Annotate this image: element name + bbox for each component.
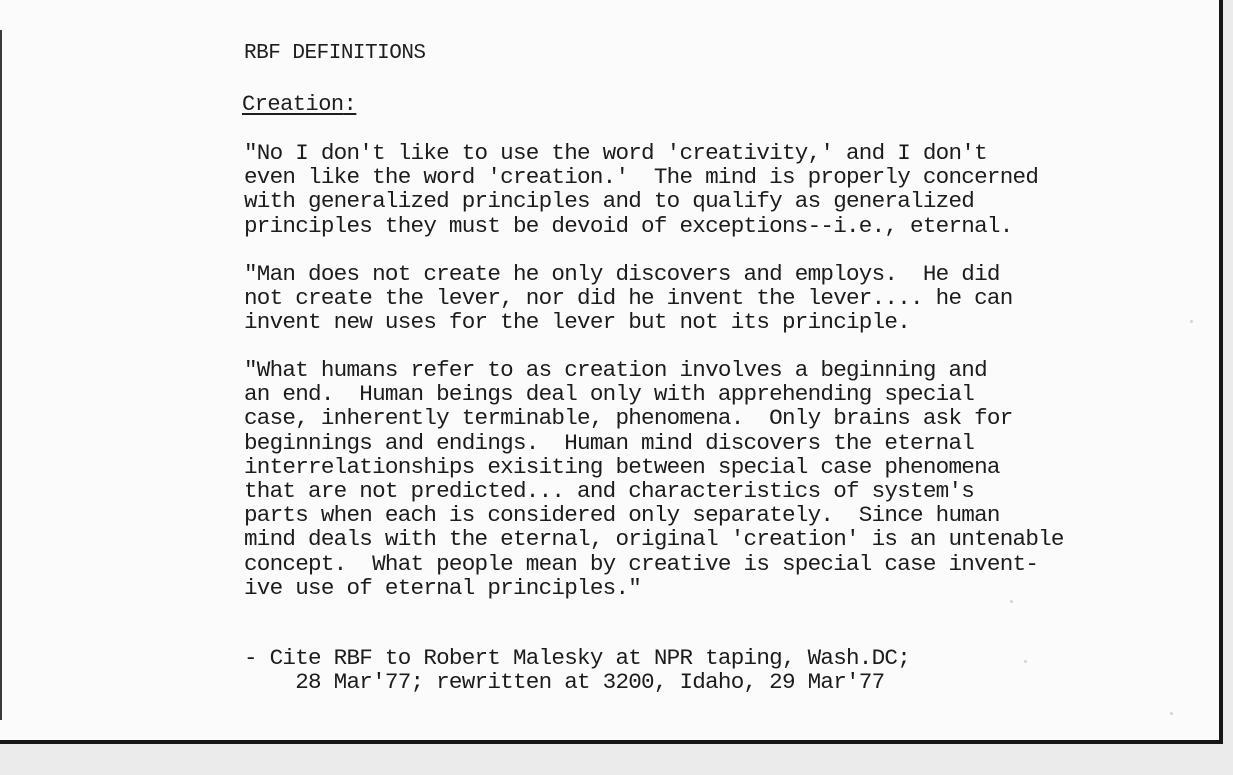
quote-paragraph-2 [244, 262, 1013, 335]
paragraph-line: that are not predicted... and characteristics of system's [244, 478, 975, 505]
paragraph-line: principles they must be devoid of exceptions--i.e., eternal. [244, 212, 1013, 239]
paragraph-line: ive use of eternal principles." [244, 574, 642, 601]
paper-speck [1170, 712, 1173, 715]
paragraph-line: parts when each is considered only separately. Since human [244, 502, 1000, 529]
paragraph-line: "No I don't like to use the word 'creativity,' and I don't [244, 140, 987, 166]
paragraph-line: beginnings and endings. Human mind discovers the eternal [244, 429, 975, 456]
paragraph-line: interrelationships exisiting between special case phenomena [244, 453, 1000, 480]
section-heading-text: Creation [242, 92, 344, 117]
page-edge-mark [0, 30, 2, 720]
paper-speck [1010, 600, 1013, 603]
citation-line: 28 Mar'77; rewritten at 3200, Idaho, 29 Mar'77 [244, 669, 885, 696]
document-title: RBF DEFINITIONS [244, 42, 426, 65]
quote-paragraph-1 [244, 141, 1038, 238]
section-heading-colon: : [343, 92, 357, 117]
paragraph-line: invent new uses for the lever but not its principle. [244, 309, 911, 336]
paragraph-line: mind deals with the eternal, original 'creation' is an untenable [244, 526, 1064, 553]
citation-line: - Cite RBF to Robert Malesky at NPR taping, Wash.DC; [244, 645, 911, 671]
paragraph-line: even like the word 'creation.' The mind is properly concerned [244, 164, 1039, 191]
paragraph-line: "What humans refer to as creation involves a beginning and [244, 357, 987, 383]
citation [244, 646, 910, 694]
quote-paragraph-3 [244, 358, 1064, 600]
section-heading [242, 92, 356, 117]
paragraph-line: not create the lever, nor did he invent the lever.... he can [244, 285, 1013, 312]
paragraph-line: "Man does not create he only discovers and employs. He did [244, 261, 1000, 287]
paragraph-line: case, inherently terminable, phenomena. Only brains ask for [244, 405, 1013, 432]
paper-speck [1024, 660, 1027, 663]
paragraph-line: concept. What people mean by creative is special case invent- [244, 550, 1039, 577]
paragraph-line: with generalized principles and to qualify as generalized [244, 188, 975, 215]
paper-speck [1190, 320, 1193, 323]
paragraph-line: an end. Human beings deal only with apprehending special [244, 381, 975, 408]
